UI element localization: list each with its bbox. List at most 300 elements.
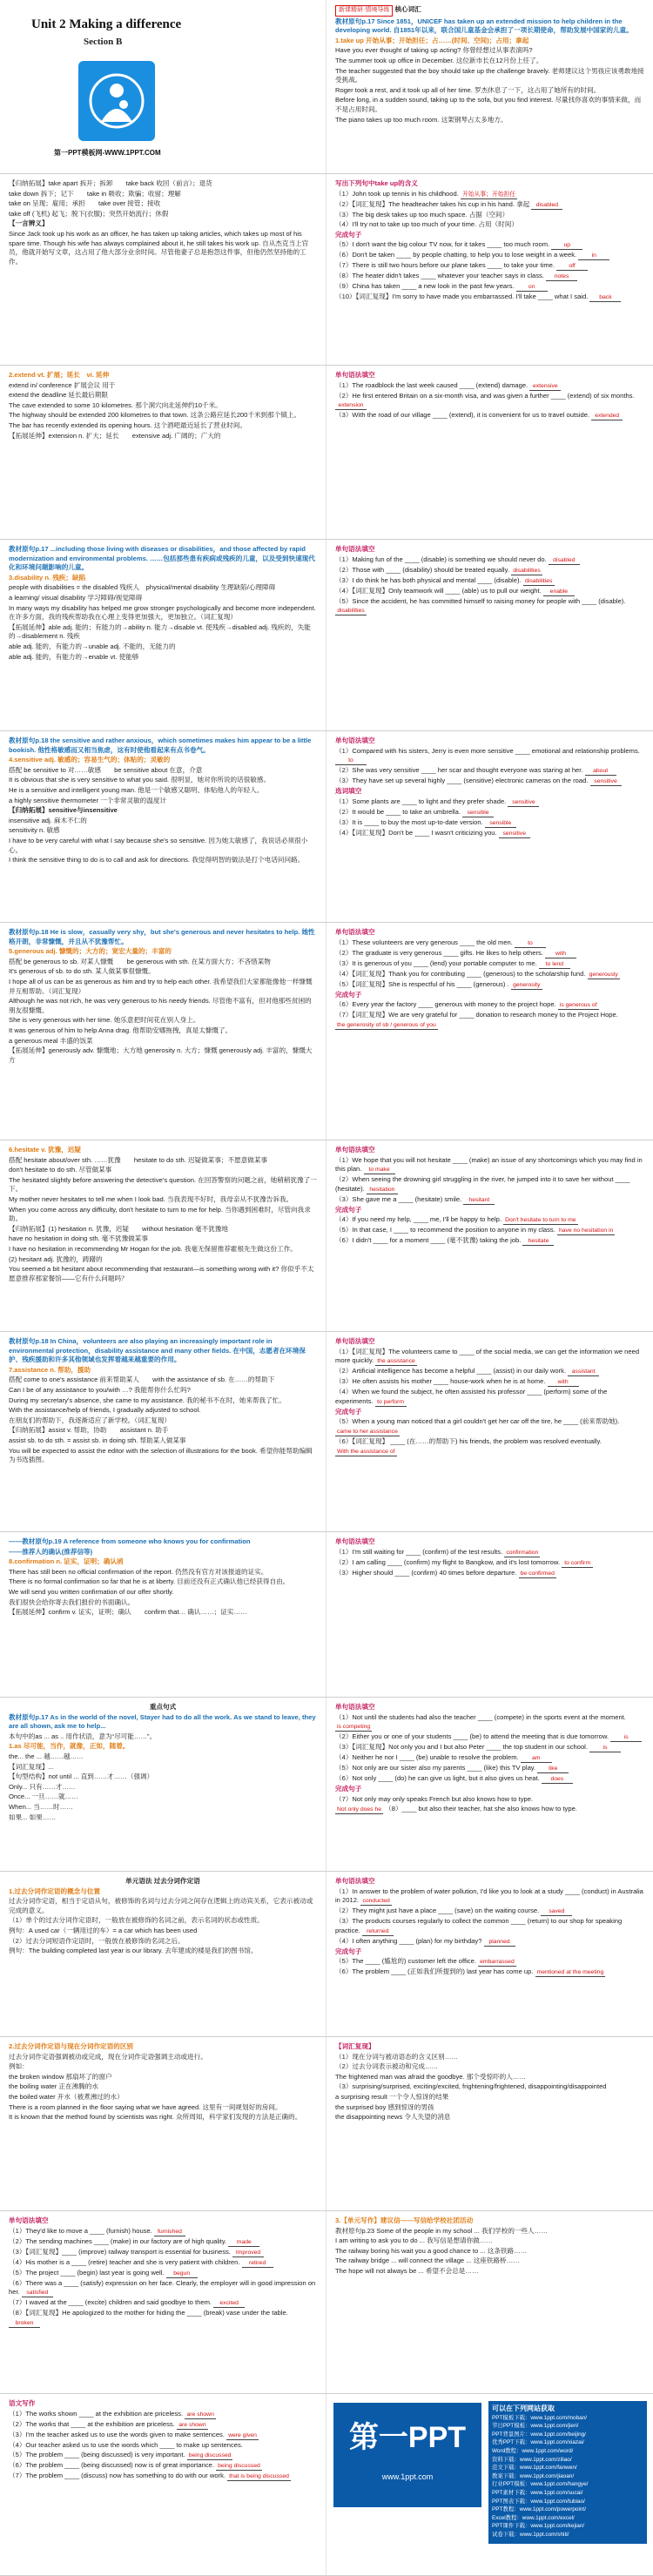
exercise-line: （4）I often anything ____ (plan) for my birthday? planned: [335, 1937, 644, 1947]
footer-link[interactable]: 试卷下载：www.1ppt.com/shiti/: [492, 2531, 569, 2538]
exercise-subtitle: 完成句子: [335, 1205, 362, 1214]
footer-url[interactable]: www.1ppt.com: [381, 2472, 434, 2481]
exercise-line: （2）Either you or one of your students ____ (be) to attend the meeting that is due tomorrow. is: [335, 1732, 644, 1742]
exercise-line: （3）The big desk takes up too much space. 占据（空间）: [335, 210, 509, 219]
slide-generous: [0, 923, 653, 1140]
exercise-subtitle: 选词填空: [335, 787, 362, 796]
text-line: My mother never hesitates to tell me when I look bad. 当我表现不好时，我母亲从不犹豫告诉我。: [9, 1194, 293, 1203]
section-heading: 单元语法 过去分词作定语: [125, 1877, 200, 1885]
answer-blank: sensible: [485, 819, 516, 828]
answer-blank: sensitive: [508, 798, 539, 807]
answer-blank: off: [556, 262, 588, 271]
answer-blank: the assistance: [377, 1358, 415, 1365]
answer-blank: Improved: [232, 2249, 264, 2257]
text-line: （1）现在分词与被动语态的含义区别……: [335, 2052, 458, 2061]
slide-participles: [0, 2037, 653, 2211]
slide-left: [0, 540, 326, 730]
slide-right: [326, 2037, 653, 2210]
exercise-title: 单句语法填空: [335, 545, 375, 553]
footer-logo: [333, 2403, 481, 2507]
slide-left: [0, 1332, 326, 1531]
exercise-line: （4）Neither he nor I ____ (be) unable to resolve the problem. am: [335, 1753, 644, 1763]
text-line: You seemed a bit hesitant about recommending that restaurant—is something wrong with it? 你似乎不太愿意推荐那家餐馆——它有什么问题吗？: [9, 1265, 314, 1282]
exercise-line: （6）There was a ____ (satisfy) expression on her face. Clearly, the employer will in good impression on her. satisfied: [9, 2278, 316, 2297]
text-line: 7.assistance n. 帮助，援助: [9, 1365, 91, 1374]
slide-right: [326, 174, 653, 365]
text-line: 【一言辨义】: [9, 219, 49, 228]
exercise-line: （2）The sending machines ____ (make) in our factory are of high quality. made: [9, 2237, 317, 2247]
text-line: The hope will not always be ... 希望不会总是……: [335, 2266, 479, 2275]
exercise-line: （5）In that case, I ____ to recommend the position to anyone in my class. have no hesitation in: [335, 1226, 614, 1234]
exercise-line: （2）It would be ____ to take an umbrella. sensible: [335, 808, 644, 817]
exercise-title: 单句语法填空: [335, 1146, 375, 1153]
exercise-line: （5）The ____ (尴尬的) customer left the office. embarrassed: [335, 1957, 515, 1966]
text-line: a learning/ visual disability 学习障碍/视觉障碍: [9, 593, 143, 602]
exercise-line: （3）She gave me a ____ (hesitate) smile. hesitant: [335, 1195, 644, 1205]
exercise-line: （9）China has taken ____ a new look in the past few years. on: [335, 282, 644, 292]
exercise-line: （4）If you need my help, ____ me, I'll be happy to help. Don't hesitate to turn to me: [335, 1215, 576, 1224]
exercise-line: （1）The works shown ____ at the exhibition are priceless. are shown: [9, 2410, 317, 2419]
answer-blank: sensitive: [499, 830, 530, 838]
text-line: ——教材原句p.19 A reference from someone who knows you for confirmation: [9, 1537, 251, 1545]
exercise-line: Not only does he （8）____ but also their teacher, hat she also knows how to type.: [337, 1805, 577, 1813]
section-head: 新课精研·情境导练: [335, 5, 393, 17]
answer-blank: satisfied: [22, 2289, 53, 2297]
text-line: It is obvious that she is very sensitive to what you said. 很明显，她对你所说的话很敏感。: [9, 776, 271, 784]
exercise-line: （6）【词汇复现】 ____ (在……的帮助下) his friends, the problem was resolved eventually. With the assistance of: [335, 1436, 602, 1455]
text-line: 2.extend vt. 扩展；延长 vi. 延伸: [9, 371, 110, 379]
footer-link[interactable]: 范文下载：www.1ppt.com/fanwen/: [492, 2465, 577, 2472]
text-line: 搭配 come to one's assistance 前来帮助某人 with the assistance of sb. 在……的帮助下: [9, 1375, 275, 1384]
footer-link[interactable]: 节日PPT模板：www.1ppt.com/jieri/: [492, 2423, 579, 2430]
slide-right: [326, 923, 653, 1140]
exercise-line: （2）The graduate is very generous ____ gifts. He likes to help others. with: [335, 949, 644, 958]
slide-practice: [0, 2211, 653, 2394]
footer-link[interactable]: Excel教程：www.1ppt.com/excel/: [492, 2514, 575, 2521]
exercise-title: 语文写作: [9, 2399, 36, 2407]
exercise-line: （3）【词汇复现】____ (improve) railway transport is essential for business. Improved: [9, 2248, 317, 2257]
answer-blank: extension: [335, 401, 367, 410]
text-line: 本句中的as ... as .. 用作状语，意为“尽可能……”。: [9, 1732, 157, 1740]
footer-link[interactable]: PPT课件下载：www.1ppt.com/kejian/: [492, 2523, 585, 2530]
text-line: the broken window 那扇坏了的窗户: [9, 2072, 112, 2081]
cover-left: [0, 0, 326, 173]
text-line: Although he was not rich, he was very generous to his needy friends. 尽管他不富有，但对他那些贫困的朋友很慷慨。: [9, 997, 312, 1014]
exercise-line: （1）They'd like to move a ____ (furnish) house. furnished: [9, 2227, 317, 2236]
exercise-line: （3）【词汇复现】Not only you and I but also Peter ____ the top student in our school. is: [335, 1743, 644, 1752]
footer-link[interactable]: 教案下载：www.1ppt.com/jiaoan/: [492, 2472, 575, 2479]
exercise-title: 【词汇复现】: [335, 2042, 375, 2050]
text-line: I have to be very careful with what I say because she's so sensitive. 因为她太敏感了，我说话必须很小心。: [9, 836, 308, 854]
footer-link[interactable]: PPT图表下载：www.1ppt.com/tubiao/: [492, 2498, 585, 2505]
text-line: 【拓展延伸】generously adv. 慷慨地；大方地 generosity n. 大方；慷慨 generously adj. 丰富的，慷慨大方: [9, 1046, 313, 1064]
text-line: able adj. 能的，有能力的→unable adj. 不能的，无能力的: [9, 642, 176, 650]
answer-blank: the generosity of sb / generous of you: [337, 1021, 436, 1028]
answer-blank: furnished: [154, 2228, 185, 2236]
exercise-line: （1）These volunteers are very generous ____ the old men. to: [335, 938, 644, 948]
answer-blank: saved: [541, 1907, 572, 1916]
text-line: 4.sensitive adj. 敏感的；容易生气的；体贴的；灵敏的: [9, 756, 171, 764]
answer-blank: to make: [364, 1166, 395, 1174]
exercise-line: （2）Artificial intelligence has become a helpful ____ (assist) in our daily work. assistant: [335, 1367, 644, 1376]
answer-blank: conducted: [360, 1897, 392, 1906]
footer-link[interactable]: 优秀PPT下载：www.1ppt.com/xiazai/: [492, 2439, 584, 2446]
exercise-title: 单句语法填空: [335, 928, 375, 936]
text-line: the disappointing news 令人失望的消息: [335, 2113, 451, 2122]
slide-right: [326, 1140, 653, 1331]
text-line: extend in/ conference 扩展会议 用于: [9, 380, 116, 389]
answer-blank: planned: [484, 1938, 515, 1947]
text-line: sensitivity n. 敏感: [9, 826, 60, 835]
slide-right: [326, 731, 653, 922]
exercise-line: （7）Not only may only speaks French but also knows how to type.: [335, 1794, 534, 1803]
text-line: 2.过去分词作定语与现在分词作定语的区别: [9, 2042, 134, 2050]
site-watermark: 第一PPT模板网-WWW.1PPT.COM: [54, 149, 161, 157]
answer-blank: 开始从事；开始担任: [461, 191, 516, 198]
answer-blank: like: [537, 1765, 569, 1773]
text-line: I think the sensitive thing to do is to call and ask for directions. 我觉得明智的做法是打个电话问问路。: [9, 856, 305, 864]
text-line: 【归纳拓展】sensitive与insensitive: [9, 806, 118, 815]
footer-link[interactable]: Word教程：www.1ppt.com/word/: [492, 2447, 574, 2454]
text-line: 过去分词作定语，相当于定语从句，被修饰的名词与过去分词之间存在逻辑上的动宾关系，它表示被动或完成的意义。: [9, 1897, 313, 1914]
answer-blank: excited: [213, 2299, 245, 2308]
exercise-title: 单句语法填空: [335, 371, 375, 379]
answer-blank: came to her assistance: [337, 1428, 398, 1435]
answer-blank: assistant: [568, 1368, 599, 1376]
answer-blank: being discussed: [218, 2463, 260, 2470]
slide-left: [0, 366, 326, 539]
answer-blank: disabilities: [335, 607, 367, 615]
slide-confirmation: [0, 1532, 653, 1698]
section-tag: 核心词汇: [394, 5, 421, 13]
text-line: 3.disability n. 残疾；缺陷: [9, 573, 86, 582]
answer-blank: generosity: [511, 981, 542, 990]
answer-blank: is: [589, 1744, 621, 1752]
exercise-line: （2）Those with ____ (disability) should be treated equally. disabilities: [335, 566, 644, 575]
text-line: The railway bridge ... will connect the village ... 这座铁路桥……: [335, 2257, 520, 2265]
text-line: 【拓展延伸】able adj. 能的；有能力的→ability n. 能力→disable vt. 使残疾→disabled adj. 残疾的，失能的→disablement n. 残疾: [9, 622, 311, 641]
text-line: Can I be of any assistance to you/with …? 我能帮你什么忙吗?: [9, 1385, 191, 1394]
answer-blank: enable: [543, 588, 575, 596]
slide-disability: [0, 540, 653, 731]
slide-left: [0, 923, 326, 1140]
slide-sensitive: [0, 731, 653, 923]
text-line: 1.as 尽可能，当作，就像，正如，随着。: [9, 1742, 130, 1751]
footer-link[interactable]: PPT背景图片：www.1ppt.com/beijing/: [492, 2431, 586, 2438]
exercise-line: （1）【词汇复现】The volunteers came to ____ of the social media, we can get the information we need more quickly. the assistance: [335, 1347, 640, 1365]
footer-logo-text: 第一PPT: [348, 2421, 467, 2454]
text-line: the boiling water 正在沸腾的水: [9, 2082, 98, 2091]
text-line: The railway boring his wait you a good chance to ... 这条铁路……: [335, 2246, 528, 2255]
answer-blank: disabled: [549, 556, 580, 565]
text-line: There is no formal confirmation so far that he is at liberty. 目前还没有正式确认他已经获得自由。: [9, 1577, 290, 1586]
answer-blank: is competing: [337, 1724, 371, 1731]
text-line: people with disabilities = the disabled 残疾人 physical/mental disability 生理缺陷/心理障碍: [9, 583, 276, 592]
text-line: 1.take up 开始从事；开始担任；占……(时间、空间)；占用；拿起: [335, 36, 529, 44]
answer-blank: are shown: [177, 2421, 208, 2430]
text-line: assist sb. to do sth. = assist sb. in doing sth. 帮助某人做某事: [9, 1436, 186, 1444]
text-line: 6.hesitate v. 犹豫，迟疑: [9, 1146, 81, 1153]
footer-link[interactable]: PPT素材下载：www.1ppt.com/sucai/: [492, 2489, 583, 2496]
slide-left: [0, 1698, 326, 1871]
exercise-subtitle: 完成句子: [335, 990, 362, 999]
exercise-title: 单句语法填空: [335, 1337, 375, 1345]
answer-blank: that is being discussed: [229, 2473, 289, 2480]
text-line: When you come across any difficulty, don't hesitate to turn to me for help. 当你遇到困难时，尽管向我求助。: [9, 1205, 311, 1223]
text-line: 在朋友们的帮助下，我逐渐适应了新学校。（词汇复现）: [9, 1416, 172, 1424]
text-line: During my secretary's absence, she came to my assistance. 我的秘书不在时，她来帮我了忙。: [9, 1396, 286, 1404]
text-line: The cave extended to some 10 kilometres. 那个洞穴向北延伸约10千米。: [9, 400, 222, 409]
exercise-line: （4）His mother is a ____ (retire) teacher and she is very patient with children. retired: [9, 2258, 317, 2268]
slide-assistance: [0, 1332, 653, 1532]
text-line: There is a room planned in the floor saying what we have agreed. 这里有一间规划好的房间。: [9, 2102, 282, 2111]
answer-blank: made: [228, 2238, 259, 2247]
text-line: 【拓展延伸】extension n. 扩大；延长 extensive adj. 广阔的；广大的: [9, 431, 221, 440]
text-line: （2）过去分词短语作定语时，一般放在被修饰的名词之后。: [9, 1936, 185, 1945]
exercise-line: （1）We hope that you will not hesitate ____ (make) an issue of any shortcomings which you may find in this plan. to make: [335, 1155, 643, 1174]
text-line: (2) hesitant adj. 犹豫的，踌躇的: [9, 1254, 103, 1263]
exercise-line: （1）Making fun of the ____ (disable) is something we should never do. disabled: [335, 555, 644, 565]
text-line: I am writing to ask you to do ... 我写信是想请你做……: [335, 2236, 494, 2245]
exercise-line: （2）I am calling ____ (confirm) my flight to Bangkow, and it's lost tomorrow. to confirm: [335, 1558, 644, 1568]
text-line: 教材原句p.18 the sensitive and rather anxious，which sometimes makes him appear to be a little bookish. 他性格敏感而又相当焦虑，这有时使他看起来有点书卷气。: [9, 736, 312, 754]
exercise-subtitle: 完成句子: [335, 1407, 362, 1416]
footer-link[interactable]: PPT模板下载：www.1ppt.com/moban/: [492, 2414, 588, 2421]
exercise-line: （4）I'll try not to take up too much of your time. 占用（时间）: [335, 220, 518, 229]
text-line: the... the ... 越……越……: [9, 1752, 84, 1760]
text-line: 3.【单元写作】建议信——写信给学校社团活动: [335, 2216, 474, 2224]
exercise-line: （2）He first entered Britain on a six-month visa, and was given a further ____ (extend) of six months. extension: [335, 391, 635, 409]
answer-blank: extended: [591, 412, 623, 420]
text-line: It's generous of sb. to do sth. 某人做某事很慷慨。: [9, 967, 155, 976]
exercise-line: （10）【词汇复现】I'm sorry to have made you embarrassed. I'll take ____ what I said. back: [335, 293, 644, 302]
exercise-line: （3）I'm the teacher asked us to use the words given to make sentences. were given: [9, 2430, 257, 2438]
exercise-line: （7）The problem ____ (discuss) now has something to do with our work. that is being discussed: [9, 2472, 289, 2480]
answer-blank: are shown: [185, 2411, 216, 2419]
exercise-line: （5）The project ____ (begin) last year is going well. begun: [9, 2269, 317, 2278]
answer-blank: generously: [589, 971, 618, 978]
answer-blank: confirmation: [506, 1549, 539, 1556]
slide-left: [0, 2394, 326, 2575]
text-line: The highway should be extended 200 kilometres to that town. 这条公路应延长200千米到那个镇上。: [9, 411, 301, 420]
answer-blank: returned: [362, 1927, 394, 1936]
answer-blank: to lend: [539, 960, 570, 969]
text-line: take down 拆下；记下 take in 吸收；欺骗；收留；理解: [9, 189, 181, 198]
text-line: 例句：A used car（一辆用过的车）= a car which has been used: [9, 1926, 198, 1934]
answer-blank: back: [589, 293, 621, 302]
text-line: the boiled water 开水（被煮沸过的水）: [9, 2092, 124, 2101]
slide-sentence-patterns: [0, 1698, 653, 1872]
slide-final: [0, 2394, 653, 2576]
exercise-line: （2）【词汇复现】The headteacher takes his cup in his hand. 拿起 disabled: [335, 200, 644, 210]
text-line: 搭配 be generous to sb. 对某人慷慨 be generous with sth. 在某方面大方；不吝惜某物: [9, 957, 271, 965]
slide-left: [0, 2211, 326, 2393]
exercise-title: 单句语法填空: [335, 1877, 375, 1885]
answer-blank: notes: [546, 272, 577, 281]
exercise-line: （2）The works that ____ at the exhibition are priceless. are shown: [9, 2420, 317, 2430]
answer-blank: am: [521, 1754, 552, 1763]
answer-blank: With the assistance of: [337, 1448, 395, 1455]
exercise-title: 单句语法填空: [9, 2216, 49, 2224]
exercise-subtitle: 完成句子: [335, 1785, 362, 1793]
exercise-line: （5）I don't want the big colour TV now, for it takes ____ too much room. up: [335, 240, 644, 250]
slide-right: [326, 1332, 653, 1531]
exercise-line: （6）The problem ____ (正如我们所提到的) last year has come up. mentioned at the meeting: [335, 1967, 604, 1976]
exercise-line: （4）【词汇复现】Thank you for contributing ____ (generous) to the scholarship fund. generously: [335, 969, 618, 978]
answer-blank: be confirmed: [520, 1570, 555, 1577]
footer-link[interactable]: 行业PPT模板：www.1ppt.com/hangye/: [492, 2481, 589, 2488]
slide-hesitate: [0, 1140, 653, 1332]
slide-left: [0, 1140, 326, 1331]
text-line: In many ways my disability has helped me grow stronger psychologically and become more independent. 在许多方面，我的残疾帮助我在心理上变得更加强大，更加独立。（词汇复现）: [9, 603, 316, 622]
answer-blank: have no hesitation in: [558, 1227, 614, 1234]
answer-blank: sensible: [462, 809, 494, 817]
exercise-line: （4）【词汇复现】Only teamwork will ____ (able) us to pull our weight. enable: [335, 587, 644, 596]
exercise-line: （1）Not until the students had also the teacher ____ (compete) in the sports event at the moment. is competing: [335, 1712, 626, 1731]
section-subtitle: Section B: [84, 37, 123, 47]
text-line: Only... 只有……才……: [9, 1782, 76, 1791]
text-line: a generous meal 丰盛的饭菜: [9, 1036, 93, 1045]
slide-left: [0, 174, 326, 365]
exercise-line: （7）【词汇复现】We are very grateful for ____ donation to research money to the Project Hope. the generosity of sb / generous of you: [335, 1011, 618, 1028]
slide-right: [326, 1698, 653, 1871]
answer-blank: with: [545, 950, 576, 958]
slide-left: [0, 1532, 326, 1697]
footer-links-title: 可以在下列网站获取: [492, 2404, 555, 2412]
answer-blank: to: [515, 939, 546, 948]
text-line: We will send you written confirmation of our offer shortly.: [9, 1587, 174, 1596]
answer-blank: extensive: [529, 382, 561, 391]
exercise-title: 写出下列句中take up的含义: [335, 179, 418, 187]
exercise-line: （6）I didn't ____ for a moment ____ (毫不犹豫) taking the job. hesitate: [335, 1236, 644, 1246]
text-line: With the assistance/help of friends, I gradually adjusted to school.: [9, 1406, 201, 1415]
slide-right: [326, 1872, 653, 2036]
answer-blank: retired: [242, 2259, 273, 2268]
footer-link[interactable]: 资料下载：www.1ppt.com/ziliao/: [492, 2456, 572, 2463]
slide-right: [326, 540, 653, 730]
text-line: Once... 一旦……就……: [9, 1792, 78, 1801]
exercise-line: （3）Higher should ____ (confirm) 40 times before departure. be confirmed: [335, 1568, 555, 1577]
text-line: It was generous of him to help Anna drag. 他帮助安娜拖拽，真是太慷慨了。: [9, 1026, 232, 1034]
text-line: I hope all of us can be as generous as him and try to help each other. 我希望我们大家都能像他一样慷慨并互相帮助。（词汇复现）: [9, 977, 313, 995]
slide-right: [326, 366, 653, 539]
text-line: a surprising result 一个令人惊讶的结果: [335, 2092, 449, 2101]
exercise-line: （3）It is generous of you ____ (lend) your portable computer to me. to lend: [335, 959, 644, 969]
unicef-logo-icon: [78, 61, 155, 141]
answer-blank: disabilities: [523, 577, 555, 586]
text-line: 我们很快会给你寄去我们报价的书面确认。: [9, 1597, 135, 1606]
exercise-line: （5）When a young man noticed that a girl couldn't get her car off the tire, he ____ (前来帮助她). came to her assistance: [335, 1417, 620, 1435]
text-line: 教材原句p.17 ...including those living with diseases or disabilities，and those affected by rapid modernization and environmental problems. ……包括那些患有疾病或残疾的儿童，以及受到快速现代化和环境问题影响的儿童。: [9, 545, 315, 572]
text-line: 【归纳拓展】assist v. 帮助，协助 assistant n. 助手: [9, 1426, 169, 1435]
text-line: 例句：The building completed last year is our library. 去年建成的楼是我们的图书馆。: [9, 1947, 258, 1955]
answer-blank: Don't hesitate to turn to me: [505, 1217, 576, 1224]
text-line: 教材原句p.18 In China，volunteers are also playing an increasingly important role in environmental protection，disability assistance and many other fields. 在中国，志愿者在环境保护、残疾援助和许多其他领域也发挥着越来越重要的作用。: [9, 1337, 306, 1364]
answer-blank: were given: [228, 2431, 257, 2438]
exercise-line: （5）Not only are our sister also my parents ____ (like) this TV play. like: [335, 1764, 644, 1773]
exercise-title: 单句语法填空: [335, 1537, 375, 1545]
slide-left: [0, 1872, 326, 2036]
text-line: She is very generous with her time. 她乐意把时间花在别人身上。: [9, 1016, 200, 1025]
slide-take-up: [0, 174, 653, 366]
text-line: the surprised boy 感到惊讶的男孩: [335, 2102, 434, 2111]
answer-blank: up: [551, 241, 582, 250]
cover-right: [326, 0, 653, 173]
text-line: take on 呈现；雇用；承担 take over 接管；接收: [9, 199, 161, 208]
answer-blank: does: [542, 1775, 573, 1784]
text-line: I have no hesitation in recommending Mr Hogan for the job. 我毫无保留推荐霍根先生做这份工作。: [9, 1244, 297, 1253]
exercise-title: 单句语法填空: [335, 1703, 375, 1711]
text-line: take off (飞机) 起飞；脱下(衣服)；突然开始流行；休假: [9, 209, 169, 218]
text-line: You will be expected to assist the editor with the selection of illustrations for the book. 希望你能帮助编辑为书选插图。: [9, 1446, 313, 1464]
exercise-line: （3）The products courses regularly to collect the common ____ (return) to our shop for speaking practice. returned: [335, 1917, 623, 1934]
exercise-line: （6）Not only ____ (do) he can give us light, but it also gives us heat. does: [335, 1774, 644, 1784]
answer-blank: in: [578, 252, 609, 260]
text-line: 教材原句p.17 Since 1851，UNICEF has taken up an extended mission to help children in the developing world. 自1851年以来，联合国儿童基金会承担了一项长期使命，帮助发展中国家的儿童。: [335, 17, 633, 35]
footer-link[interactable]: PPT教程：www.1ppt.com/powerpoint/: [492, 2506, 586, 2513]
exercise-line: （5）【词汇复现】She is respectful of his ____ (generous) . generosity: [335, 980, 644, 990]
text-line: Have you ever thought of taking up acting? 你曾经想过从事表演吗?: [335, 46, 533, 55]
answer-blank: sensitive: [590, 777, 622, 786]
answer-blank: hesitant: [463, 1196, 495, 1205]
answer-blank: to perform: [375, 1398, 407, 1407]
section-heading: 重点句式: [149, 1703, 177, 1711]
slide-grammar: [0, 1872, 653, 2037]
slide-right: [326, 1532, 653, 1697]
slide-left: [0, 731, 326, 922]
text-line: Before long, in a sudden sound, taking up to the sofa, but you find interest. 尽量找你喜欢的事情来做，而不是占用时间。: [335, 96, 642, 113]
text-line: 【词汇复现】...: [9, 1762, 54, 1771]
answer-blank: to: [335, 757, 367, 765]
answer-blank: hesitate: [522, 1237, 554, 1246]
exercise-line: （3）He often assists his mother ____ house-work when he is at home. with: [335, 1377, 644, 1387]
text-line: 如果... 如果……: [9, 1813, 57, 1821]
exercise-subtitle: 完成句子: [335, 230, 362, 239]
answer-blank: is generous of: [559, 1002, 597, 1009]
text-line: He is a sensitive and intelligent young man. 他是一个敏感又聪明、体贴他人的年轻人。: [9, 785, 264, 794]
text-line: 5.generous adj. 慷慨的；大方的；宽宏大量的；丰富的: [9, 947, 172, 956]
exercise-subtitle: 完成句子: [335, 1947, 362, 1955]
answer-blank: disabilities: [511, 567, 542, 575]
exercise-line: （3）With the road of our village ____ (extend), it is convenient for us to travel outside. extended: [335, 411, 644, 420]
text-line: extend the deadline 延长最后期限: [9, 391, 108, 400]
answer-blank: hesitation: [367, 1186, 398, 1194]
exercise-line: （1）Compared with his sisters, Jerry is even more sensitive ____ emotional and relationship problems. to: [335, 746, 640, 764]
text-line: Roger took a rest, and it took up all of her time. 罗杰休息了一下，这占用了她所有的时间。: [335, 85, 601, 94]
text-line: 教材原句p.23 Some of the people in my school ... 我们学校的一些人……: [335, 2226, 548, 2235]
slide-cover: [0, 0, 653, 174]
answer-blank: broken: [9, 2319, 40, 2328]
exercise-line: （1）In answer to the problem of water pollution, I'd like you to look at a study ____ (conduct) in Australia in 2012. conducted: [335, 1887, 643, 1905]
exercise-line: （4）【词汇复现】Don't be ____ I wasn't criticizing you. sensitive: [335, 829, 644, 838]
text-line: 搭配 be sensitive to 对……敏感 be sensitive about 在意，介意: [9, 765, 203, 774]
answer-blank: about: [585, 767, 616, 776]
text-line: insensitive adj. 麻木不仁的: [9, 816, 87, 824]
slide-left: [0, 2037, 326, 2210]
text-line: able adj. 能的，有能力的→enable vt. 使能够: [9, 652, 139, 661]
answer-blank: to confirm: [562, 1559, 593, 1568]
text-line: Since Jack took up his work as an officer, he has taken up taking articles, which takes up most of his spare time. Though his wife has always complained about it, he still takes his work up. 自从杰克当上官员，他就开始写文章，这占用了他大部分业余时间。尽管他妻子总是抱怨这件事，但他仍然坚持他的工作。: [9, 229, 309, 266]
exercise-line: （1）The roadblock the last week caused ____ (extend) damage. extensive: [335, 381, 644, 391]
exercise-line: （5）The problem ____ (being discussed) is very important. being discussed: [9, 2451, 232, 2459]
text-line: 1.过去分词作定语的概念与位置: [9, 1887, 101, 1895]
text-line: 例如：: [9, 2062, 29, 2071]
text-line: 教材原句p.17 As in the world of the novel, Stayer had to do all the work. As we stand to leave, they are all shown, ask me to help...: [9, 1712, 316, 1731]
answer-blank: being discussed: [188, 2452, 232, 2459]
exercise-line: （2）When seeing the drowning girl struggling in the river, he jumped into it to save her without ____ (hesitate). hesitation: [335, 1175, 630, 1193]
exercise-line: （1）I'm still waiting for ____ (confirm) of the test results. confirmation: [335, 1547, 539, 1556]
text-line: It is known that the method found by scientists was right. 众所周知，科学家们发现的方法是正确的。: [9, 2113, 302, 2122]
